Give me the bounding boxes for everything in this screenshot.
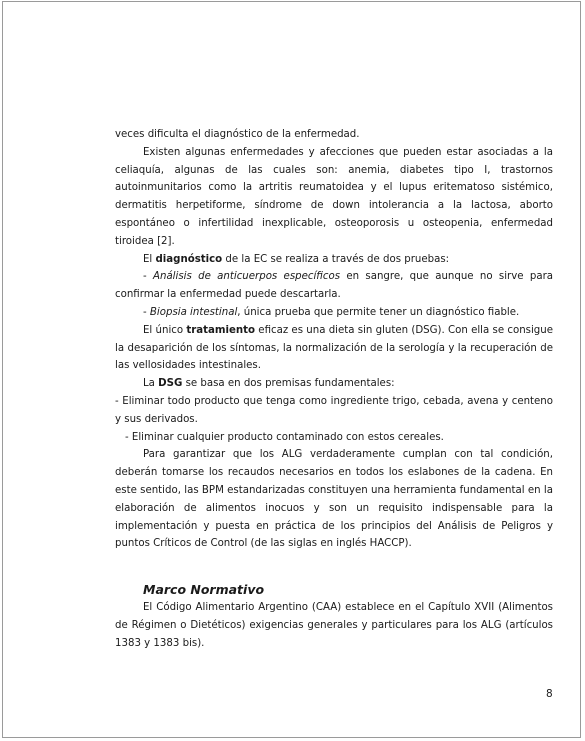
list-item-biopsy: - Biopsia intestinal, única prueba que permite tener un diagnóstico fiable.	[143, 306, 520, 318]
paragraph-dsg: La DSG se basa en dos premisas fundamentales:	[143, 378, 395, 390]
bold-term-treatment: tratamiento	[186, 324, 256, 336]
bold-term-diagnosis: diagnóstico	[155, 253, 223, 265]
paragraph-diagnosis: El diagnóstico de la EC se realiza a través de dos pruebas:	[143, 253, 450, 265]
paragraph-treatment: El único tratamiento eficaz es una dieta sin gluten (DSG). Con ella se consigue la desaparición de los síntomas, la normalización de la serología y la recuperación de las vellosidades intestinales.	[115, 324, 553, 372]
section-heading: Marco Normativo	[143, 582, 265, 598]
paragraph-continuation: veces dificulta el diagnóstico de la enfermedad.	[115, 129, 360, 140]
italic-term-antibody-analysis: Análisis de anticuerpos específicos	[153, 271, 341, 283]
list-item-eliminate-contaminated: - Eliminar cualquier producto contaminado con estos cereales.	[125, 431, 444, 443]
document-body	[115, 126, 553, 653]
bold-term-dsg: DSG	[158, 378, 183, 390]
list-item-eliminate-gluten: - Eliminar todo producto que tenga como ingrediente trigo, cebada, avena y centeno y sus derivados.	[115, 395, 553, 425]
page-number: 8	[546, 688, 553, 700]
paragraph-associated-diseases: Existen algunas enfermedades y afecciones que pueden estar asociadas a la celiaquía, algunas de las cuales son: anemia, diabetes tipo I, trastornos autoinmunitarios como la artritis reumatoidea y el lupus eritematoso sistémico, dermatitis herpetiforme, síndrome de down intolerancia a la lactosa, aborto espontáneo o infertilidad inexplicable, osteoporosis u osteopenia, enfermedad tiroidea [2].	[115, 146, 553, 247]
paragraph-caa: El Código Alimentario Argentino (CAA) establece en el Capítulo XVII (Alimentos de Régimen o Dietéticos) exigencias generales y particulares para los ALG (artículos 1383 y 1383 bis).	[115, 602, 553, 649]
italic-term-biopsy: Biopsia intestinal	[149, 306, 238, 318]
paragraph-bpm-haccp: Para garantizar que los ALG verdaderamente cumplan con tal condición, deberán tomarse los recaudos necesarios en todos los eslabones de la cadena. En este sentido, las BPM estandarizadas constituyen una herramienta fundamental en la elaboración de alimentos inocuos y son un requisito indispensable para la implementación y puesta en práctica de los principios del Análisis de Peligros y puntos Críticos de Control (de las siglas en inglés HACCP).	[115, 449, 553, 550]
list-item-antibody-test: - Análisis de anticuerpos específicos en sangre, que aunque no sirve para confirmar la enfermedad puede descartarla.	[115, 271, 553, 301]
